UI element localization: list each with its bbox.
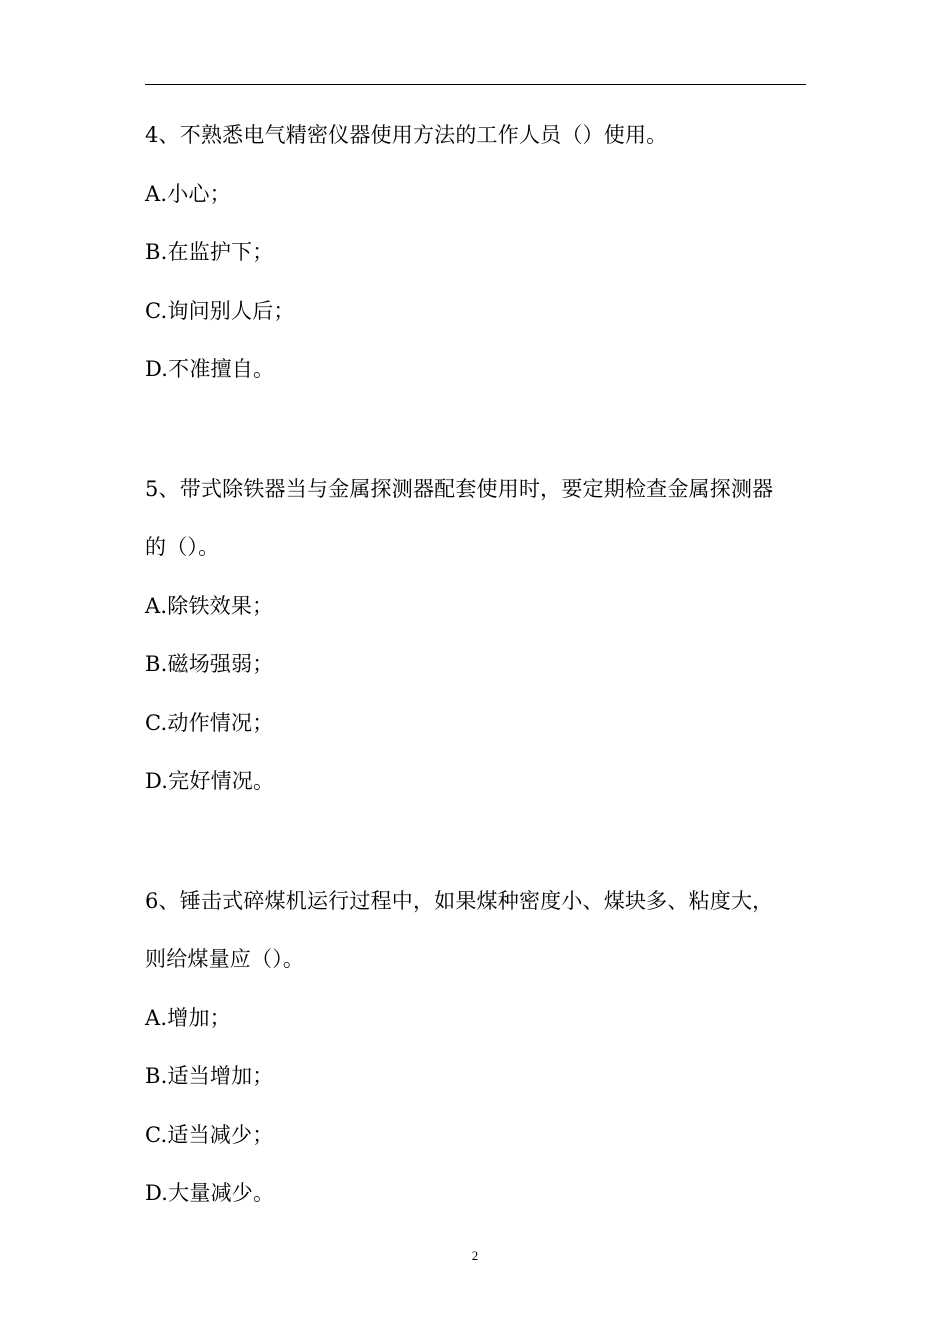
page-number: 2 — [471, 1248, 479, 1263]
option-a: A.除铁效果； — [145, 593, 274, 618]
question-stem-line-2: 的（）。 — [145, 535, 220, 559]
option-d: D.不准擅自。 — [145, 357, 275, 381]
question-stem-line-2: 则给煤量应（）。 — [145, 947, 305, 971]
option-d: D.大量减少。 — [145, 1181, 275, 1205]
option-c: C.询问别人后； — [145, 298, 295, 323]
option-a: A.增加； — [145, 1005, 231, 1030]
option-a: A.小心； — [145, 181, 231, 206]
question-5 — [145, 460, 810, 811]
option-c: C.适当减少； — [145, 1122, 274, 1147]
question-stem: 4、不熟悉电气精密仪器使用方法的工作人员（）使用。 — [145, 123, 668, 147]
question-4 — [145, 106, 810, 399]
option-d: D.完好情况。 — [145, 769, 275, 793]
question-6 — [145, 872, 810, 1223]
option-b: B.磁场强弱； — [145, 652, 274, 676]
question-list — [145, 106, 810, 1223]
question-stem-line-1: 5、带式除铁器当与金属探测器配套使用时，要定期检查金属探测器 — [145, 476, 774, 501]
header-rule — [145, 84, 806, 85]
option-b: B.在监护下； — [145, 240, 274, 264]
question-stem-line-1: 6、锤击式碎煤机运行过程中，如果煤种密度小、煤块多、粘度大， — [145, 888, 774, 913]
option-c: C.动作情况； — [145, 710, 274, 735]
option-b: B.适当增加； — [145, 1064, 274, 1088]
